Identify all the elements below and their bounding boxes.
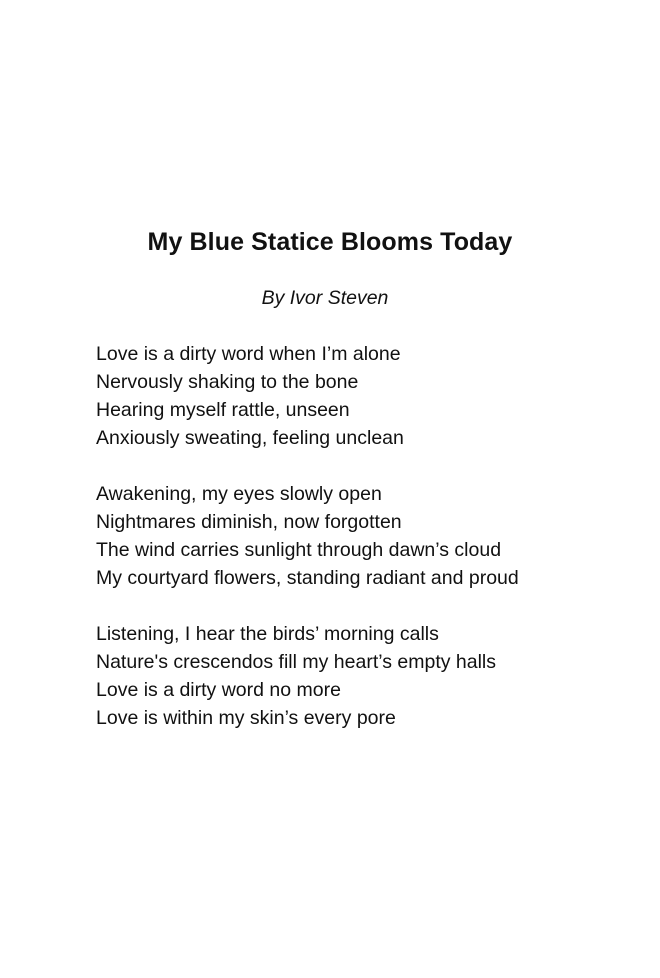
stanza-3 <box>96 620 636 732</box>
poem-line: Nervously shaking to the bone <box>96 371 359 393</box>
poem-line: Love is a dirty word no more <box>96 679 341 701</box>
poem-line: Love is a dirty word when I’m alone <box>96 343 401 365</box>
poem-line: My courtyard flowers, standing radiant and proud <box>96 567 519 589</box>
poem-line: The wind carries sunlight through dawn’s cloud <box>96 539 502 561</box>
stanza-2 <box>96 480 636 592</box>
poem-line: Listening, I hear the birds’ morning calls <box>96 623 439 645</box>
poem-line: Awakening, my eyes slowly open <box>96 483 382 505</box>
poem-line: Love is within my skin’s every pore <box>96 707 396 729</box>
poem-line: Nature's crescendos fill my heart’s empty halls <box>96 651 497 673</box>
poem-body <box>96 340 636 760</box>
poem-line: Nightmares diminish, now forgotten <box>96 511 402 533</box>
poem-author: By Ivor Steven <box>261 287 389 309</box>
stanza-1 <box>96 340 636 452</box>
poem-title: My Blue Statice Blooms Today <box>147 228 513 256</box>
poem-line: Anxiously sweating, feeling unclean <box>96 427 404 449</box>
poem-line: Hearing myself rattle, unseen <box>96 399 350 421</box>
